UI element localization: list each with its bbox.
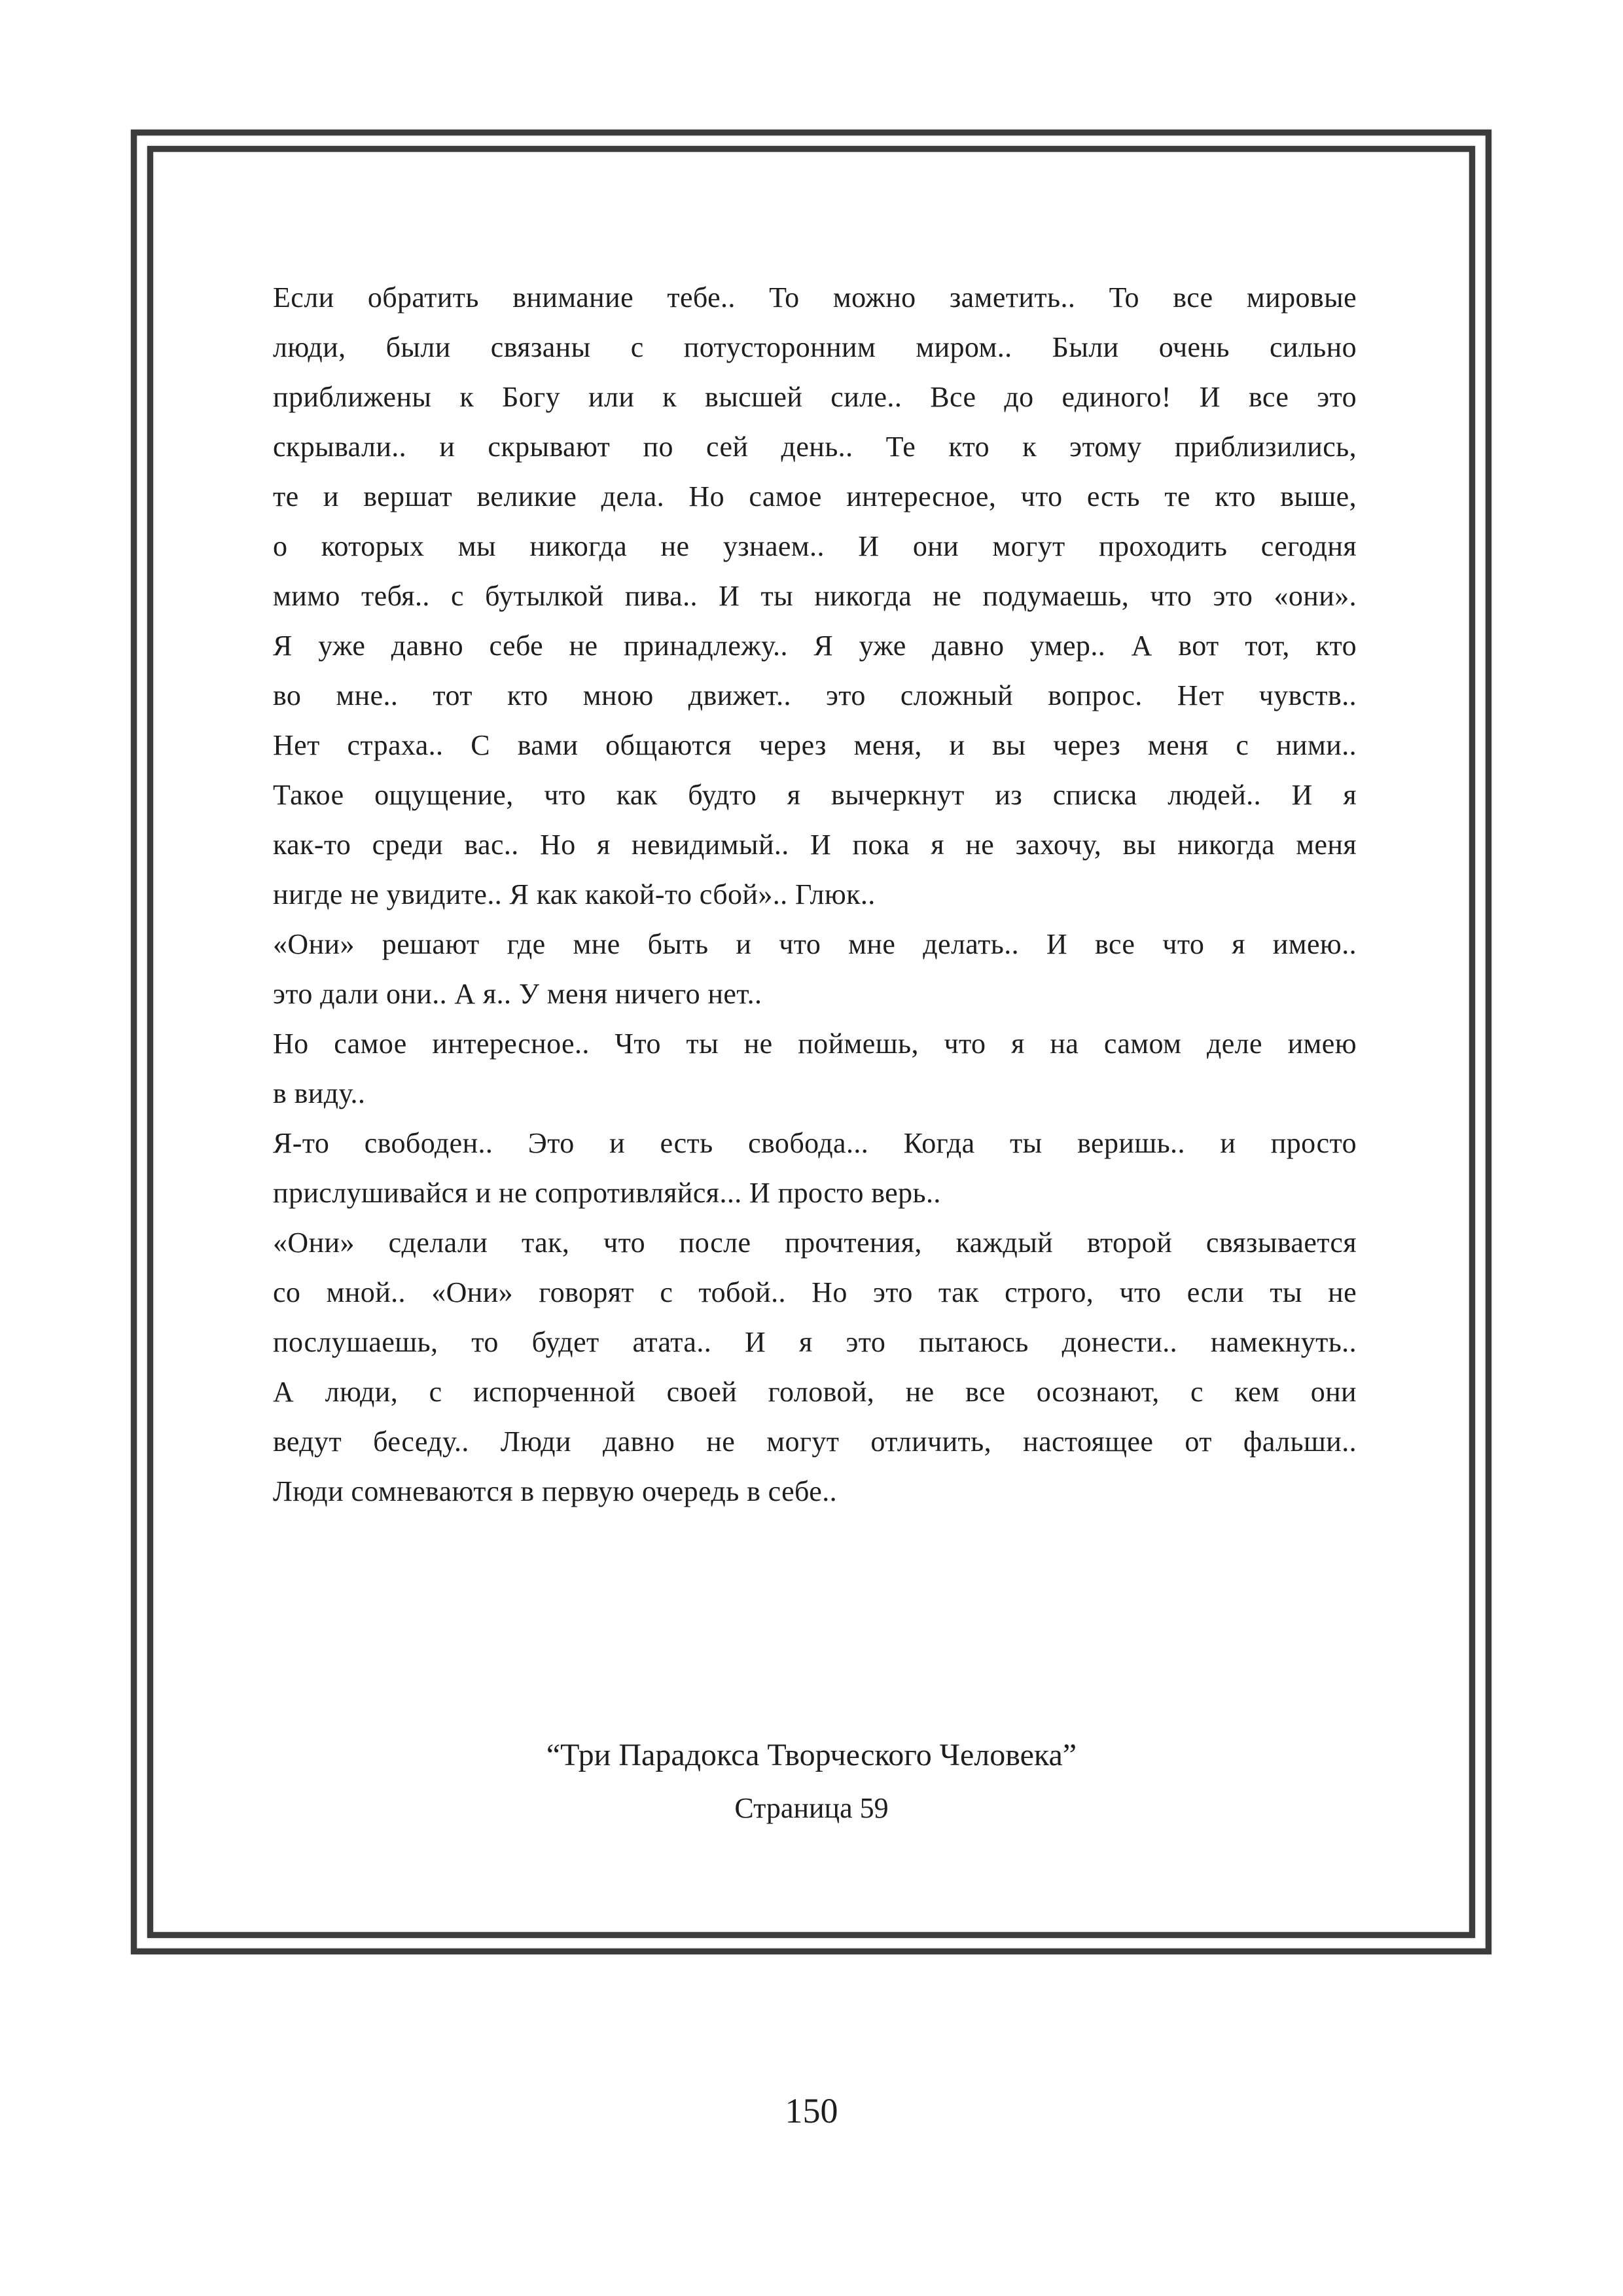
body-text-line: Люди сомневаются в первую очередь в себе.. bbox=[273, 1475, 837, 1507]
body-text-line: Если обратить внимание тебе.. То можно заметить.. То все мировые bbox=[273, 281, 1357, 314]
body-text-line: те и вершат великие дела. Но самое интересное, что есть те кто выше, bbox=[273, 480, 1357, 512]
body-text-line: приближены к Богу или к высшей силе.. Все до единого! И все это bbox=[273, 381, 1357, 413]
body-text-line: во мне.. тот кто мною движет.. это сложный вопрос. Нет чувств.. bbox=[273, 679, 1357, 711]
body-text-line: Я-то свободен.. Это и есть свобода... Когда ты веришь.. и просто bbox=[273, 1127, 1357, 1159]
body-text-line: Такое ощущение, что как будто я вычеркнут из списка людей.. И я bbox=[273, 779, 1357, 811]
body-text-line: со мной.. «Они» говорят с тобой.. Но это так строго, что если ты не bbox=[273, 1276, 1357, 1308]
body-text-line: нигде не увидите.. Я как какой-то сбой».. Глюк.. bbox=[273, 878, 876, 910]
body-text-line: послушаешь, то будет атата.. И я это пытаюсь донести.. намекнуть.. bbox=[273, 1326, 1357, 1358]
body-text-line: «Они» решают где мне быть и что мне делать.. И все что я имею.. bbox=[273, 928, 1357, 960]
body-text-line: прислушивайся и не сопротивляйся... И просто верь.. bbox=[273, 1177, 941, 1209]
book-page-reference: Страница 59 bbox=[734, 1792, 889, 1824]
body-text-line: о которых мы никогда не узнаем.. И они могут проходить сегодня bbox=[273, 530, 1357, 562]
body-text-line: это дали они.. А я.. У меня ничего нет.. bbox=[273, 978, 762, 1010]
page-number: 150 bbox=[785, 2091, 838, 2130]
body-text-line: Я уже давно себе не принадлежу.. Я уже давно умер.. А вот тот, кто bbox=[273, 630, 1357, 662]
body-text-line: «Они» сделали так, что после прочтения, каждый второй связывается bbox=[273, 1227, 1357, 1259]
body-text-line: скрывали.. и скрывают по сей день.. Те кто к этому приблизились, bbox=[273, 431, 1357, 463]
body-text-line: люди, были связаны с потусторонним миром.. Были очень сильно bbox=[273, 331, 1357, 363]
body-text-line: ведут беседу.. Люди давно не могут отличить, настоящее от фальши.. bbox=[273, 1426, 1357, 1458]
body-text bbox=[273, 273, 1357, 1516]
book-title-caption: “Три Парадокса Творческого Человека” bbox=[546, 1738, 1077, 1772]
body-text-line: мимо тебя.. с бутылкой пива.. И ты никогда не подумаешь, что это «они». bbox=[273, 580, 1357, 612]
body-text-line: Но самое интересное.. Что ты не поймешь, что я на самом деле имею bbox=[273, 1028, 1357, 1060]
body-text-line: как-то среди вас.. Но я невидимый.. И пока я не захочу, вы никогда меня bbox=[273, 829, 1357, 861]
body-text-line: А люди, с испорченной своей головой, не все осознают, с кем они bbox=[273, 1376, 1357, 1408]
body-text-line: Нет страха.. С вами общаются через меня, и вы через меня с ними.. bbox=[273, 729, 1357, 761]
body-text-line: в виду.. bbox=[273, 1077, 366, 1109]
